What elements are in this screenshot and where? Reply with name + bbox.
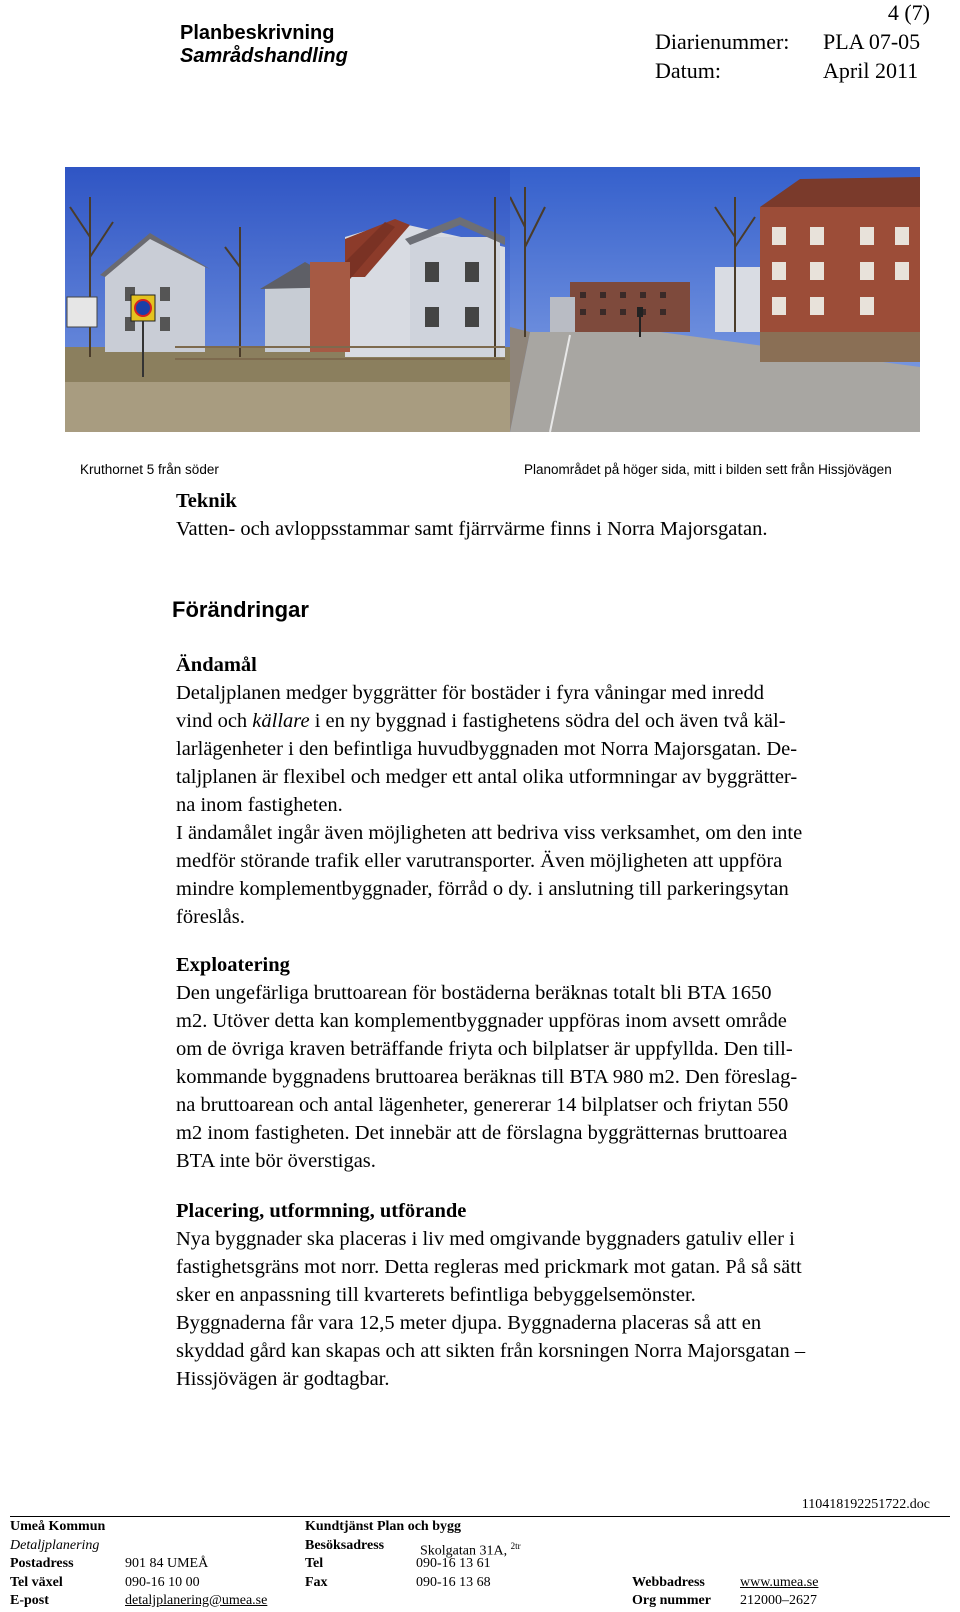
- exploatering-line: na bruttoarean och antal lägenheter, genererar 14 bilplatser och friytan 550: [176, 1094, 789, 1116]
- exploatering-line: m2. Utöver detta kan komplementbyggnader uppföras inom avsett område: [176, 1010, 787, 1032]
- andamal-line: [176, 707, 932, 735]
- section-andamal: [176, 651, 932, 931]
- footer-orgnr-label: Org nummer: [632, 1593, 711, 1608]
- exploatering-line: m2 inom fastigheten. Det innebär att de förslagna byggrätternas bruttoarea: [176, 1122, 788, 1144]
- placering-line: Nya byggnader ska placeras i liv med omgivande byggnaders gatuliv eller i: [176, 1228, 795, 1250]
- document-title: Planbeskrivning: [180, 22, 335, 44]
- footer-besoksadress-street: Skolgatan 31A,: [420, 1543, 508, 1559]
- placering-line: fastighetsgräns mot norr. Detta regleras med prickmark mot gatan. På så sätt: [176, 1256, 802, 1278]
- document-subtitle: Samrådshandling: [180, 45, 348, 67]
- exploatering-line: Den ungefärliga bruttoarean för bostäderna beräknas totalt bli BTA 1650: [176, 982, 772, 1004]
- andamal-line: mindre komplementbyggnader, förråd o dy. i anslutning till parkeringsytan: [176, 878, 789, 900]
- andamal-heading: Ändamål: [176, 654, 257, 676]
- document-id: 110418192251722.doc: [801, 1497, 930, 1512]
- placering-line: Byggnaderna får vara 12,5 meter djupa. Byggnaderna placeras så att en: [176, 1312, 762, 1334]
- datum-value: April 2011: [823, 58, 919, 83]
- andamal-line2-pre: vind och: [176, 710, 253, 732]
- footer-telvaxel-value: 090-16 10 00: [125, 1574, 200, 1590]
- section-teknik: [176, 487, 932, 543]
- section-placering: [176, 1197, 932, 1393]
- footer-besoksadress-floor: 2tr: [510, 1540, 521, 1551]
- footer-dept: Detaljplanering: [10, 1537, 100, 1553]
- exploatering-line: kommande byggnadens bruttoarea beräknas till BTA 980 m2. Den föreslag-: [176, 1066, 798, 1088]
- andamal-line2-post: i en ny byggnad i fastighetens södra del och även två käl-: [309, 710, 786, 732]
- footer-tel-value: 090-16 13 61: [416, 1556, 491, 1571]
- andamal-line: föreslås.: [176, 906, 245, 928]
- andamal-line2-em: källare: [252, 710, 310, 732]
- document-meta: [655, 27, 920, 85]
- page-number: 4 (7): [887, 0, 930, 25]
- footer-epost-link[interactable]: detaljplanering@umea.se: [125, 1593, 268, 1608]
- teknik-text: Vatten- och avloppsstammar samt fjärrvärme finns i Norra Majorsgatan.: [176, 518, 768, 540]
- diarienummer-label: Diarienummer:: [655, 29, 790, 54]
- photo-caption-left: Kruthornet 5 från söder: [80, 462, 219, 477]
- andamal-line: I ändamålet ingår även möjligheten att bedriva viss verksamhet, om den inte: [176, 822, 803, 844]
- footer-postadress-label: Postadress: [10, 1556, 74, 1571]
- section-exploatering: [176, 951, 932, 1175]
- placering-line: Hissjövägen är godtagbar.: [176, 1368, 390, 1390]
- exploatering-line: om de övriga kraven beträffande friyta och bilplatser är uppfyllda. Den till-: [176, 1038, 793, 1060]
- document-header: [180, 22, 348, 68]
- exploatering-line: BTA inte bör överstigas.: [176, 1150, 376, 1172]
- footer-postadress-value: 901 84 UMEÅ: [125, 1556, 209, 1571]
- placering-line: sker en anpassning till kvarterets befintliga bebyggelsemönster.: [176, 1284, 696, 1306]
- andamal-line: na inom fastigheten.: [176, 794, 343, 816]
- photo-planomradet: [510, 167, 920, 432]
- footer-epost-label: E-post: [10, 1593, 49, 1608]
- footer-fax-label: Fax: [305, 1574, 328, 1590]
- photo-caption-right: Planområdet på höger sida, mitt i bilden sett från Hissjövägen: [524, 462, 892, 477]
- footer-orgnr-value: 212000–2627: [740, 1593, 817, 1608]
- datum-label: Datum:: [655, 58, 721, 83]
- footer-fax-value: 090-16 13 68: [416, 1574, 491, 1590]
- footer-org: Umeå Kommun: [10, 1519, 106, 1534]
- footer-webb-label: Webbadress: [632, 1574, 705, 1590]
- andamal-line: taljplanen är flexibel och medger ett antal olika utformningar av byggrätter-: [176, 766, 798, 788]
- exploatering-heading: Exploatering: [176, 954, 290, 976]
- placering-line: skyddad gård kan skapas och att sikten från korsningen Norra Majorsgatan –: [176, 1340, 806, 1362]
- footer-tel-label: Tel: [305, 1556, 324, 1571]
- teknik-heading: Teknik: [176, 490, 237, 512]
- footer-divider: [10, 1516, 950, 1517]
- footer-besoksadress-label: Besöksadress: [305, 1537, 385, 1553]
- footer-webb-link[interactable]: www.umea.se: [740, 1574, 819, 1590]
- forandringar-heading: Förändringar: [172, 597, 309, 622]
- placering-heading: Placering, utformning, utförande: [176, 1200, 467, 1222]
- andamal-line: larlägenheter i den befintliga huvudbyggnaden mot Norra Majorsgatan. De-: [176, 738, 798, 760]
- footer-telvaxel-label: Tel växel: [10, 1574, 63, 1590]
- andamal-line: Detaljplanen medger byggrätter för bostäder i fyra våningar med inredd: [176, 682, 765, 704]
- diarienummer-value: PLA 07-05: [823, 29, 921, 54]
- andamal-line: medför störande trafik eller varutransporter. Även möjligheten att uppföra: [176, 850, 783, 872]
- photo-kruthornet: [65, 167, 510, 432]
- footer-kundtjanst: Kundtjänst Plan och bygg: [305, 1519, 461, 1534]
